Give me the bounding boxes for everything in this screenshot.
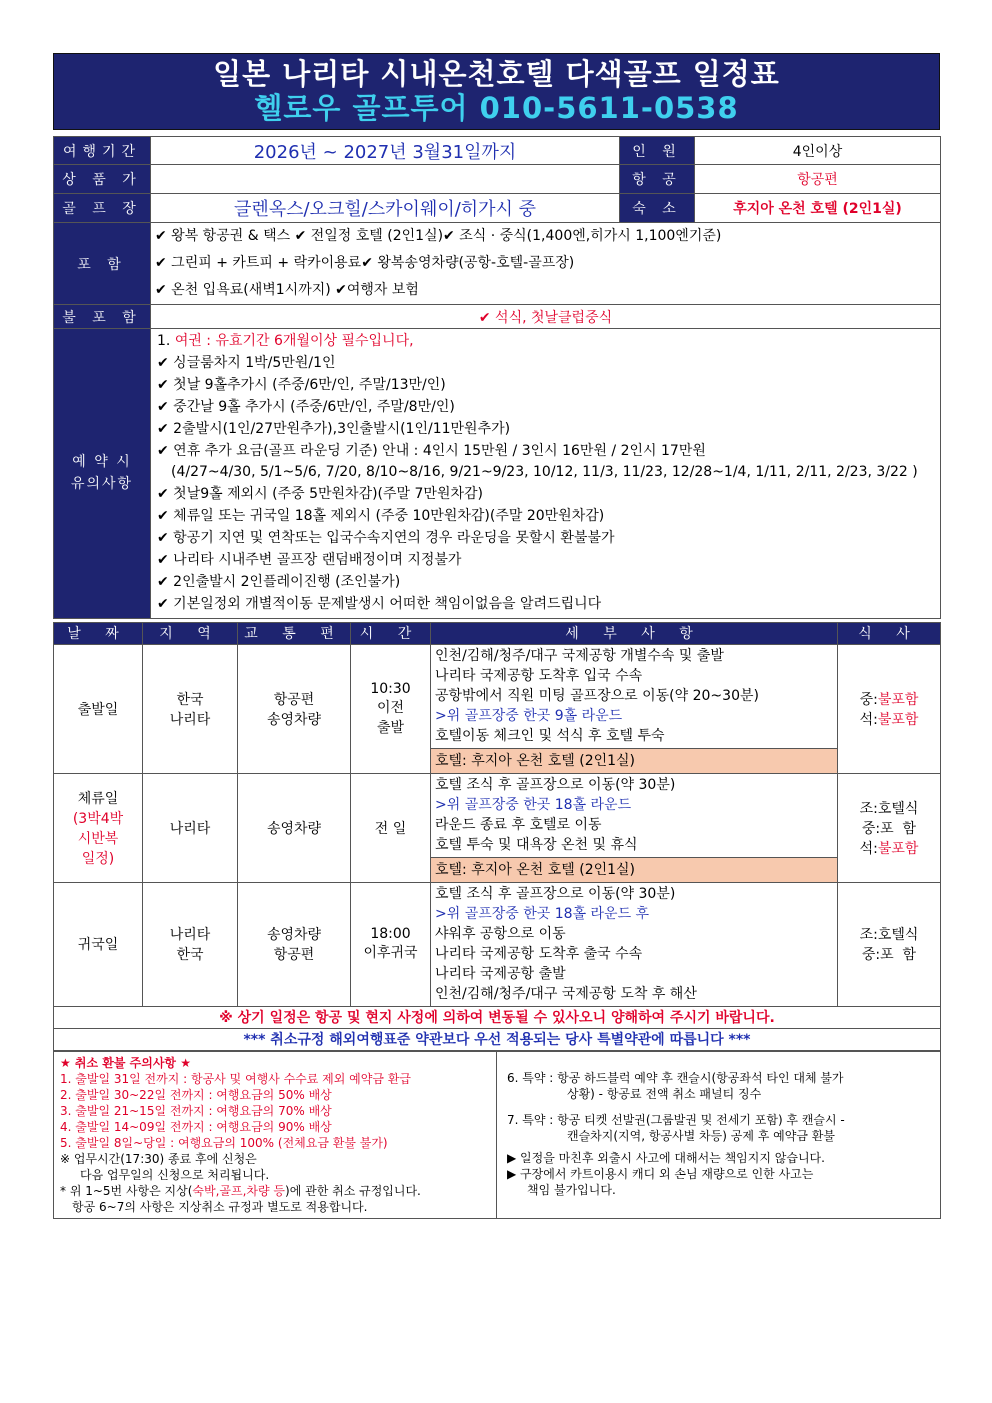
special-terms-7: 7. 특약 : 항공 티켓 선발권(그룹발권 및 전세기 포함) 후 캔슬시 - xyxy=(507,1112,845,1127)
air-value: 항공편 xyxy=(695,165,941,194)
day-line: 일정) xyxy=(81,850,115,867)
detail-line: 인천/김해/청주/대구 국제공항 도착 후 해산 xyxy=(435,986,697,1003)
time-line: 출발 xyxy=(376,719,405,736)
meal-label: 석: xyxy=(859,840,878,857)
col-transport: 교 통 편 xyxy=(238,622,351,644)
price-value xyxy=(151,165,620,194)
include-item: ✔ 왕복 항공권 & 택스 ✔ 전일정 호텔 (2인1실)✔ 조식 · 중식(1,400엔,히가시 1,100엔기준) xyxy=(155,228,722,244)
detail-line: 호텔 조식 후 골프장으로 이동(약 30분) xyxy=(435,886,676,903)
day1-meal xyxy=(838,644,941,773)
note-item: ✔ 2인출발시 2인플레이진행 (조인불가) xyxy=(157,573,401,590)
cancel-right xyxy=(497,1051,941,1218)
cancel-policy-notice: *** 취소규정 해외여행표준 약관보다 우선 적용되는 당사 특별약관에 따릅니다 *** xyxy=(54,1028,941,1050)
day3-detail xyxy=(431,882,838,1006)
rule-text: )에 관한 취소 규정입니다. xyxy=(285,1183,421,1198)
meal-line: 중:포 함 xyxy=(861,820,917,837)
people-value: 4인이상 xyxy=(695,137,941,165)
region-line: 한국 xyxy=(176,691,204,708)
liability-outing: ▶ 일정을 마친후 외출시 사고에 대해서는 책임지지 않습니다. xyxy=(507,1150,825,1165)
cancel-item: 5. 출발일 8일~당일 : 여행요금의 100% (전체요금 환불 불가) xyxy=(60,1135,388,1150)
note-item: ✔ 기본일정외 개별적이동 문제발생시 어떠한 책임이없음을 알려드립니다 xyxy=(157,595,602,612)
itinerary-page xyxy=(53,53,940,1219)
notes-row xyxy=(54,329,941,619)
course-row xyxy=(54,194,941,223)
course-label: 골 프 장 xyxy=(54,194,151,223)
schedule-table xyxy=(53,622,941,1051)
time-line: 이전 xyxy=(376,699,405,716)
include-list xyxy=(151,223,941,305)
people-label: 인 원 xyxy=(620,137,695,165)
meal-value: 불포함 xyxy=(877,711,919,728)
detail-line: >위 골프장중 한곳 9홀 라운드 xyxy=(435,708,623,725)
day-line: 체류일 xyxy=(77,790,119,807)
special-terms-7-cont: 캔슬차지(지역, 항공사별 차등) 공제 후 예약금 환불 xyxy=(567,1128,835,1143)
detail-line: 샤워후 공항으로 이동 xyxy=(435,926,566,943)
schedule-change-notice: ※ 상기 일정은 항공 및 현지 사정에 의하여 변동될 수 있사오니 양해하여 주시기 바랍니다. xyxy=(54,1006,941,1028)
period-row xyxy=(54,137,941,165)
schedule-header xyxy=(54,622,941,644)
day1-time xyxy=(351,644,431,773)
note-passport xyxy=(157,331,934,353)
day2-transport: 송영차량 xyxy=(238,773,351,882)
day3-meal xyxy=(838,882,941,1006)
cancel-left xyxy=(54,1051,497,1218)
meal-line: 조:호텔식 xyxy=(859,927,919,944)
note-passport-text: 여권 : 유효기간 6개월이상 필수입니다, xyxy=(174,333,414,349)
day3-label: 귀국일 xyxy=(54,882,143,1006)
note-item: ✔ 첫날 9홀추가시 (주중/6만/인, 주말/13만/인) xyxy=(157,376,446,393)
day1-row xyxy=(54,644,941,748)
cancel-table xyxy=(53,1051,941,1219)
rule-text: * 위 1~5번 사항은 지상( xyxy=(60,1183,193,1198)
day2-row xyxy=(54,773,941,857)
detail-line: 나리타 국제공항 도착후 입국 수속 xyxy=(435,668,643,685)
page-title: 일본 나리타 시내온천호텔 다색골프 일정표 xyxy=(213,57,780,91)
detail-line: >위 골프장중 한곳 18홀 라운드 xyxy=(435,797,632,814)
price-label: 상 품 가 xyxy=(54,165,151,194)
day3-row xyxy=(54,882,941,1006)
note-item: ✔ 중간날 9홀 추가시 (주중/6만/인, 주말/8만/인) xyxy=(157,398,455,415)
info-table xyxy=(53,136,941,619)
office-hours-line1: ※ 업무시간(17:30) 종료 후에 신청은 xyxy=(60,1151,257,1166)
cancel-item: 1. 출발일 31일 전까지 : 항공사 및 여행사 수수료 제외 예약금 환급 xyxy=(60,1071,411,1086)
region-line: 나리타 xyxy=(169,927,211,944)
detail-line: 인천/김해/청주/대구 국제공항 개별수속 및 출발 xyxy=(435,648,724,665)
day-line: 시반복 xyxy=(77,830,119,847)
col-date: 날 짜 xyxy=(54,622,143,644)
day1-region xyxy=(143,644,238,773)
detail-line: 호텔이동 체크인 및 석식 후 호텔 투숙 xyxy=(435,728,665,745)
notice2-row xyxy=(54,1028,941,1050)
note-holiday-dates: (4/27~4/30, 5/1~5/6, 7/20, 8/10~8/16, 9/21~9/23, 10/12, 11/3, 11/23, 12/28~1/4, 1/11, 2/11, 2/23, 3/22 ) xyxy=(171,464,918,481)
day2-label xyxy=(54,773,143,882)
meal-label: 중: xyxy=(859,691,878,708)
exclude-label: 불 포 함 xyxy=(54,305,151,329)
day3-transport xyxy=(238,882,351,1006)
meal-line: 조:호텔식 xyxy=(859,800,919,817)
day2-time: 전 일 xyxy=(351,773,431,882)
rule-highlight: 숙박,골프,차량 등 xyxy=(192,1183,286,1198)
day1-label: 출발일 xyxy=(54,644,143,773)
cancel-row xyxy=(54,1051,941,1218)
day2-region: 나리타 xyxy=(143,773,238,882)
note-item: ✔ 항공기 지연 및 연착또는 입국수속지연의 경우 라운딩을 못할시 환불불가 xyxy=(157,530,615,547)
col-meal: 식 사 xyxy=(838,622,941,644)
region-line: 나리타 xyxy=(169,711,211,728)
notice1-row xyxy=(54,1006,941,1028)
period-value: 2026년 ~ 2027년 3월31일까지 xyxy=(151,137,620,165)
note-item: ✔ 2출발시(1인/27만원추가),3인출발시(1인/11만원추가) xyxy=(157,420,511,437)
note-item: ✔ 나리타 시내주변 골프장 랜덤배정이며 지정불가 xyxy=(157,552,462,569)
notes-label-line2: 유의사항 xyxy=(70,476,134,493)
col-detail: 세 부 사 항 xyxy=(431,622,838,644)
liability-cart: ▶ 구장에서 카트이용시 캐디 외 손님 재량으로 인한 사고는 xyxy=(507,1166,814,1181)
detail-line: 라운드 종료 후 호텔로 이동 xyxy=(435,817,602,834)
meal-line xyxy=(842,838,936,858)
time-line: 10:30 xyxy=(370,680,411,697)
col-time: 시 간 xyxy=(351,622,431,644)
meal-line xyxy=(842,709,936,729)
detail-line: >위 골프장중 한곳 18홀 라운드 후 xyxy=(435,906,650,923)
special-terms-6-cont: 상황) - 항공료 전액 취소 패널티 징수 xyxy=(567,1086,762,1101)
hotel-value: 후지아 온천 호텔 (2인1실) xyxy=(695,194,941,223)
air-rule-line: 항공 6~7의 사항은 지상취소 규정과 별도로 적용합니다. xyxy=(72,1199,368,1214)
notes-label-line1: 예 약 시 xyxy=(72,454,132,471)
notes-list xyxy=(151,329,941,619)
col-region: 지 역 xyxy=(143,622,238,644)
transport-line: 송영차량 xyxy=(266,927,322,944)
period-label: 여행기간 xyxy=(54,137,151,165)
title-banner xyxy=(53,53,940,130)
day2-detail xyxy=(431,773,838,857)
day2-meal xyxy=(838,773,941,882)
meal-value: 불포함 xyxy=(877,840,919,857)
day1-detail xyxy=(431,644,838,748)
detail-line: 호텔 조식 후 골프장으로 이동(약 30분) xyxy=(435,777,676,794)
meal-value: 불포함 xyxy=(877,691,919,708)
time-line: 이후귀국 xyxy=(363,945,418,962)
exclude-value: ✔ 석식, 첫날클럽중식 xyxy=(151,305,941,329)
hotel-label: 숙 소 xyxy=(620,194,695,223)
note-prefix: 1. xyxy=(157,333,175,349)
contact-line: 헬로우 골프투어 010-5611-0538 xyxy=(254,91,739,125)
detail-line: 나리타 국제공항 도착후 출국 수속 xyxy=(435,946,643,963)
region-line: 한국 xyxy=(176,947,204,964)
detail-line: 호텔 투숙 및 대욕장 온천 및 휴식 xyxy=(435,837,638,854)
cancel-title: ★ 취소 환불 주의사항 ★ xyxy=(60,1055,191,1070)
include-item: ✔ 그린피 + 카트피 + 락카이용료✔ 왕복송영차량(공항-호텔-골프장) xyxy=(155,255,575,271)
note-item: ✔ 체류일 또는 귀국일 18홀 제외시 (주중 10만원차감)(주말 20만원차감) xyxy=(157,508,605,525)
day-line: (3박4박 xyxy=(72,810,124,827)
course-value: 글렌옥스/오크힐/스카이웨이/히가시 중 xyxy=(151,194,620,223)
air-label: 항 공 xyxy=(620,165,695,194)
cancel-item: 3. 출발일 21~15일 전까지 : 여행요금의 70% 배상 xyxy=(60,1103,332,1118)
cancel-item: 2. 출발일 30~22일 전까지 : 여행요금의 50% 배상 xyxy=(60,1087,332,1102)
note-item: ✔ 싱글룸차지 1박/5만원/1인 xyxy=(157,354,336,371)
exclude-row xyxy=(54,305,941,329)
note-item: ✔ 연휴 추가 요금(골프 라운딩 기준) 안내 : 4인시 15만원 / 3인시 16만원 / 2인시 17만원 xyxy=(157,442,706,459)
liability-cart-cont: 책임 불가입니다. xyxy=(527,1182,616,1197)
include-row xyxy=(54,223,941,305)
price-row xyxy=(54,165,941,194)
notes-label xyxy=(54,329,151,619)
day1-hotel: 호텔: 후지아 온천 호텔 (2인1실) xyxy=(431,748,838,773)
note-item: ✔ 첫날9홀 제외시 (주중 5만원차감)(주말 7만원차감) xyxy=(157,486,483,503)
include-label: 포 함 xyxy=(54,223,151,305)
transport-line: 항공편 xyxy=(273,691,315,708)
meal-label: 석: xyxy=(859,711,878,728)
meal-line: 중:포 함 xyxy=(861,947,917,964)
time-line: 18:00 xyxy=(370,926,411,943)
transport-line: 항공편 xyxy=(273,947,315,964)
meal-line xyxy=(842,689,936,709)
special-terms-6: 6. 특약 : 항공 하드블럭 예약 후 캔슬시(항공좌석 타인 대체 불가 xyxy=(507,1070,844,1085)
day3-time xyxy=(351,882,431,1006)
transport-line: 송영차량 xyxy=(266,711,322,728)
cancel-item: 4. 출발일 14~09일 전까지 : 여행요금의 90% 배상 xyxy=(60,1119,332,1134)
include-item: ✔ 온천 입욕료(새벽1시까지) ✔여행자 보험 xyxy=(155,282,419,298)
day2-hotel: 호텔: 후지아 온천 호텔 (2인1실) xyxy=(431,857,838,882)
day1-transport xyxy=(238,644,351,773)
day3-region xyxy=(143,882,238,1006)
office-hours-line2: 다음 업무일의 신청으로 처리됩니다. xyxy=(80,1167,270,1182)
detail-line: 공항밖에서 직원 미팅 골프장으로 이동(약 20~30분) xyxy=(435,688,759,705)
detail-line: 나리타 국제공항 출발 xyxy=(435,966,566,983)
ground-rule-line xyxy=(60,1183,490,1199)
